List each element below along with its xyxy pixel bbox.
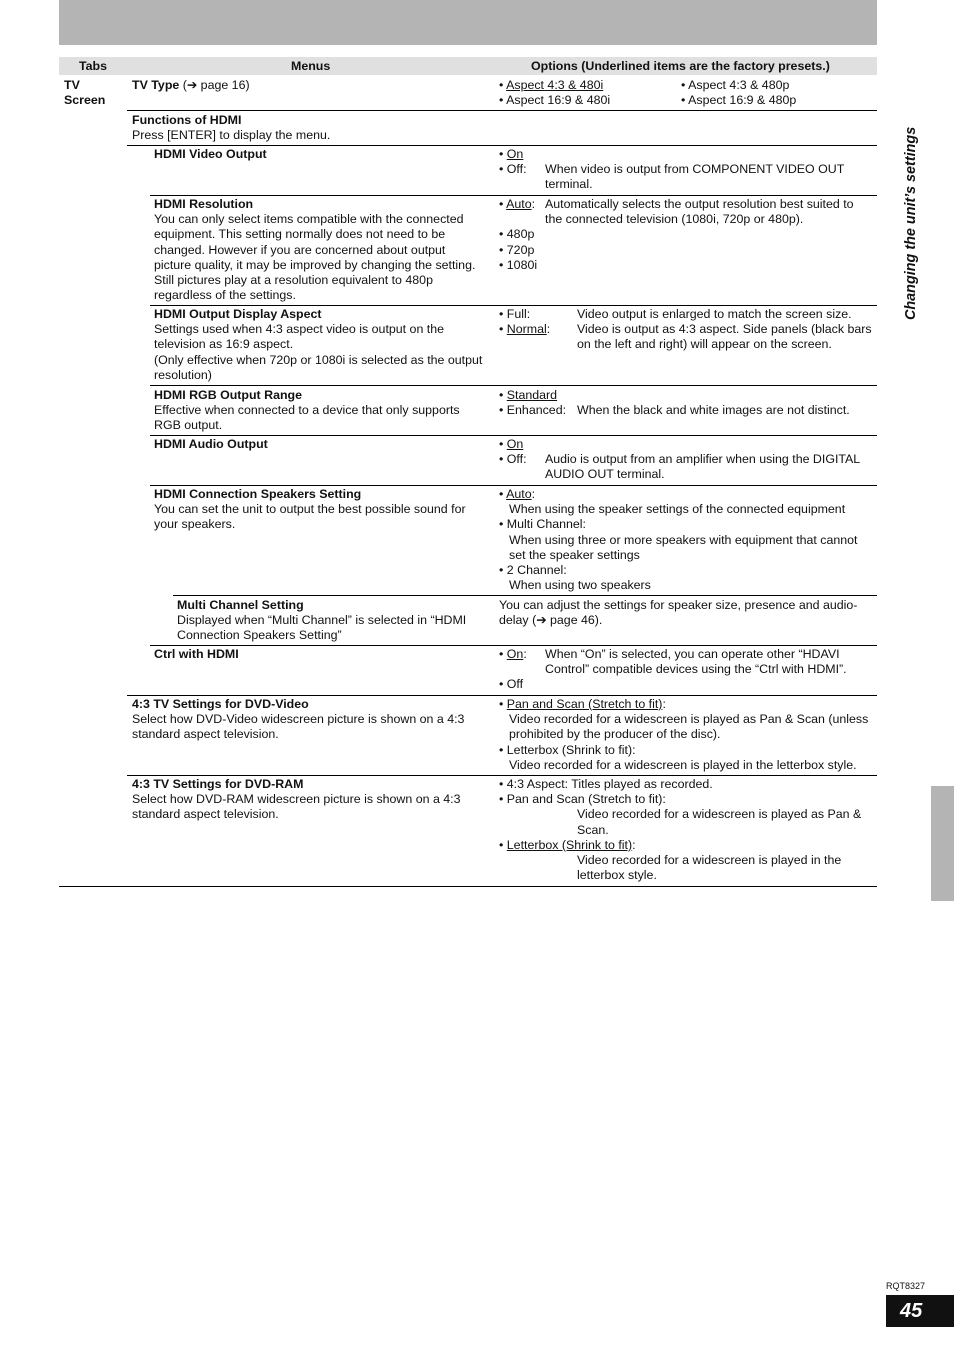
dvdvideo-letter-desc: Video recorded for a widescreen is played in the letterbox style. <box>509 757 857 772</box>
rgb-title: HDMI RGB Output Range <box>154 388 302 402</box>
ctrl-options: • On: When “On” is selected, you can operate other “HDAVI Control” compatible devices using the “Ctrl with HDMI”. • Off <box>499 647 874 693</box>
aspect-desc: (Only effective when 720p or 1080i is selected as the output <box>154 352 483 367</box>
audio-options: • On • Off: Audio is output from an amplifier when using the DIGITAL AUDIO OUT terminal. <box>499 437 874 483</box>
menu-dvd-ram <box>132 777 492 823</box>
aspect-full-desc: Video output is enlarged to match the screen size. <box>577 307 852 321</box>
aspect-desc: television as 16:9 aspect. <box>154 337 294 352</box>
resolution-720p: 720p <box>506 242 535 257</box>
speakers-multi-desc: When using three or more speakers with equipment that cannot set the speaker settings <box>509 532 858 562</box>
multi-desc: Connection Speakers Setting” <box>177 628 342 643</box>
dvdram-options: • 4:3 Aspect: Titles played as recorded. • Pan and Scan (Stretch to fit): Video recorded for a widescreen is played as Pan & Scan. • Letterbox (Shrink to fit): Video recorded for a widescreen is played in the letterbox style. <box>499 777 874 883</box>
menu-display-aspect <box>154 307 494 383</box>
multi-desc: Displayed when “Multi Channel” is selected in “HDMI <box>177 613 467 628</box>
ctrl-on: On <box>506 647 524 661</box>
table-header <box>59 57 877 75</box>
divider <box>150 305 877 306</box>
dvdvideo-pan-desc: Video recorded for a widescreen is played as Pan & Scan (unless prohibited by the producer of the disc). <box>509 712 869 742</box>
dvdvideo-desc: standard aspect television. <box>132 727 279 742</box>
divider <box>127 695 877 696</box>
hdmi-title: Functions of HDMI <box>132 113 242 127</box>
tv-type-opt2: Aspect 4:3 & 480p <box>688 78 790 92</box>
tv-type-opt1: Aspect 4:3 & 480i <box>506 78 604 92</box>
menu-hdmi-resolution <box>154 197 494 303</box>
video-output-on: On <box>506 147 524 161</box>
menu-tv-type <box>132 78 250 93</box>
speakers-two-desc: When using two speakers <box>509 578 651 593</box>
tab-label-line1: TV <box>64 78 80 92</box>
menu-multi-channel <box>177 598 497 644</box>
ctrl-title: Ctrl with HDMI <box>154 647 239 661</box>
resolution-desc: Still pictures play at a resolution equivalent to 480p <box>154 273 433 288</box>
rgb-standard: Standard <box>506 388 558 402</box>
dvdram-letter: Letterbox (Shrink to fit) <box>506 837 633 852</box>
tv-type-options-left: • Aspect 4:3 & 480i • Aspect 16:9 & 480i <box>499 78 611 108</box>
dvdvideo-desc: Select how DVD-Video widescreen picture is shown on a 4:3 <box>132 712 465 727</box>
video-output-options: • On • Off: When video is output from COMPONENT VIDEO OUT terminal. <box>499 147 874 193</box>
aspect-options: • Full: Video output is enlarged to match the screen size. • Normal: Video is output as 4:3 aspect. Side panels (black bars on the left and right) will appear on the screen. <box>499 307 874 353</box>
speakers-desc: You can set the unit to output the best possible sound for <box>154 502 466 517</box>
hdmi-desc: Press [ENTER] to display the menu. <box>132 128 331 143</box>
resolution-1080i: 1080i <box>506 257 538 272</box>
header-tabs: Tabs <box>79 59 107 73</box>
audio-title: HDMI Audio Output <box>154 437 268 451</box>
ctrl-off: Off <box>506 677 524 692</box>
page-number: 45 <box>900 1300 923 1322</box>
dvdram-43: 4:3 Aspect: Titles played as recorded. <box>506 777 713 791</box>
speakers-two: 2 Channel: <box>506 563 567 578</box>
tv-type-title: TV Type <box>132 78 180 92</box>
divider <box>150 485 877 486</box>
menu-rgb-range <box>154 388 494 434</box>
dvdvideo-options: • Pan and Scan (Stretch to fit): Video recorded for a widescreen is played as Pan & Scan (unless prohibited by the producer of the disc). • Letterbox (Shrink to fit): Video recorded for a widescreen is played in the letterbox style. <box>499 697 874 773</box>
video-output-title: HDMI Video Output <box>154 147 267 161</box>
dvdram-pan-desc: Video recorded for a widescreen is played as Pan & Scan. <box>577 807 862 837</box>
document-code: RQT8327 <box>886 1281 926 1291</box>
divider <box>173 595 877 596</box>
menu-dvd-video <box>132 697 492 743</box>
resolution-desc: equipment. This setting normally does not need to be <box>154 227 446 242</box>
audio-off: Off: <box>506 452 527 467</box>
header-menus: Menus <box>291 59 331 73</box>
speakers-auto-desc: When using the speaker settings of the connected equipment <box>509 502 846 517</box>
rgb-desc: Effective when connected to a device that only supports <box>154 403 460 418</box>
multi-options <box>499 598 877 628</box>
multi-opt: delay (➔ page 46). <box>499 613 603 628</box>
resolution-auto: Auto <box>506 197 532 211</box>
resolution-desc: changed. However if you are concerned about output <box>154 242 446 257</box>
resolution-title: HDMI Resolution <box>154 197 254 211</box>
page-number-box <box>886 1295 954 1327</box>
rgb-enhanced: Enhanced: <box>506 403 567 418</box>
divider <box>150 645 877 646</box>
tab-label <box>64 78 105 108</box>
menu-functions-of-hdmi <box>132 113 330 143</box>
divider <box>150 385 877 386</box>
dvdvideo-letter: Letterbox (Shrink to fit): <box>506 742 636 757</box>
audio-on: On <box>506 437 524 451</box>
rgb-desc: RGB output. <box>154 418 223 433</box>
speakers-title: HDMI Connection Speakers Setting <box>154 487 362 501</box>
aspect-full: Full: <box>506 307 531 321</box>
dvdram-title: 4:3 TV Settings for DVD-RAM <box>132 777 304 791</box>
divider <box>150 435 877 436</box>
dvdvideo-pan: Pan and Scan (Stretch to fit) <box>506 697 663 711</box>
tv-type-options-right: • Aspect 4:3 & 480p • Aspect 16:9 & 480p <box>681 78 797 108</box>
resolution-desc: You can only select items compatible with the connected <box>154 212 464 227</box>
dvdvideo-title: 4:3 TV Settings for DVD-Video <box>132 697 309 711</box>
rgb-enhanced-desc: When the black and white images are not distinct. <box>577 403 850 418</box>
video-output-off: Off: <box>506 162 527 177</box>
speakers-desc: your speakers. <box>154 517 236 532</box>
aspect-title: HDMI Output Display Aspect <box>154 307 322 321</box>
speakers-options: • Auto: When using the speaker settings of the connected equipment • Multi Channel: When using three or more speakers with equipment that cannot set the speaker settings • 2 Channel: When using two speakers <box>499 487 874 593</box>
tv-type-ref: (➔ page 16) <box>179 78 250 92</box>
multi-title: Multi Channel Setting <box>177 598 304 612</box>
dvdram-pan: Pan and Scan (Stretch to fit): <box>506 792 666 807</box>
audio-off-desc: Audio is output from an amplifier when using the DIGITAL AUDIO OUT terminal. <box>545 452 860 482</box>
tv-type-opt3: Aspect 16:9 & 480i <box>506 93 611 108</box>
dvdram-letter-desc: Video recorded for a widescreen is played in the letterbox style. <box>577 853 842 883</box>
speakers-auto: Auto <box>506 487 532 501</box>
resolution-desc: picture quality, it may be improved by changing the setting. <box>154 257 476 272</box>
aspect-desc: resolution) <box>154 367 212 382</box>
dvdram-desc: standard aspect television. <box>132 807 279 822</box>
divider <box>150 195 877 196</box>
resolution-auto-desc: Automatically selects the output resolution best suited to the connected television (1080i, 720p or 480p). <box>545 197 854 227</box>
dvdram-desc: Select how DVD-RAM widescreen picture is shown on a 4:3 <box>132 792 461 807</box>
divider <box>127 775 877 776</box>
rgb-options: • Standard • Enhanced: When the black and white images are not distinct. <box>499 388 850 418</box>
table-bottom-rule <box>59 886 877 887</box>
resolution-options: • Auto: Automatically selects the output resolution best suited to the connected television (1080i, 720p or 480p). • 480p • 720p • 1080i <box>499 197 874 273</box>
aspect-normal-desc: Video is output as 4:3 aspect. Side panels (black bars on the left and right) will appear on the screen. <box>577 322 872 352</box>
aspect-desc: Settings used when 4:3 aspect video is output on the <box>154 322 445 337</box>
speakers-multi: Multi Channel: <box>506 517 586 532</box>
multi-opt: You can adjust the settings for speaker size, presence and audio- <box>499 598 858 612</box>
ctrl-on-desc: When “On” is selected, you can operate other “HDAVI Control” compatible devices using the “Ctrl with HDMI”. <box>545 647 847 677</box>
header-options: Options (Underlined items are the factory presets.) <box>531 59 830 73</box>
resolution-desc: regardless of the settings. <box>154 288 296 303</box>
tab-label-line2: Screen <box>64 93 106 108</box>
divider <box>127 145 877 146</box>
menu-speakers-setting <box>154 487 494 533</box>
video-output-off-desc: When video is output from COMPONENT VIDEO OUT terminal. <box>545 162 845 192</box>
side-section-title: Changing the unit’s settings <box>903 126 919 320</box>
divider <box>127 110 877 111</box>
section-tab-marker <box>931 786 954 901</box>
tv-type-opt4: Aspect 16:9 & 480p <box>688 93 797 108</box>
resolution-480p: 480p <box>506 227 535 242</box>
aspect-normal: Normal <box>506 322 547 337</box>
top-banner <box>59 0 877 45</box>
